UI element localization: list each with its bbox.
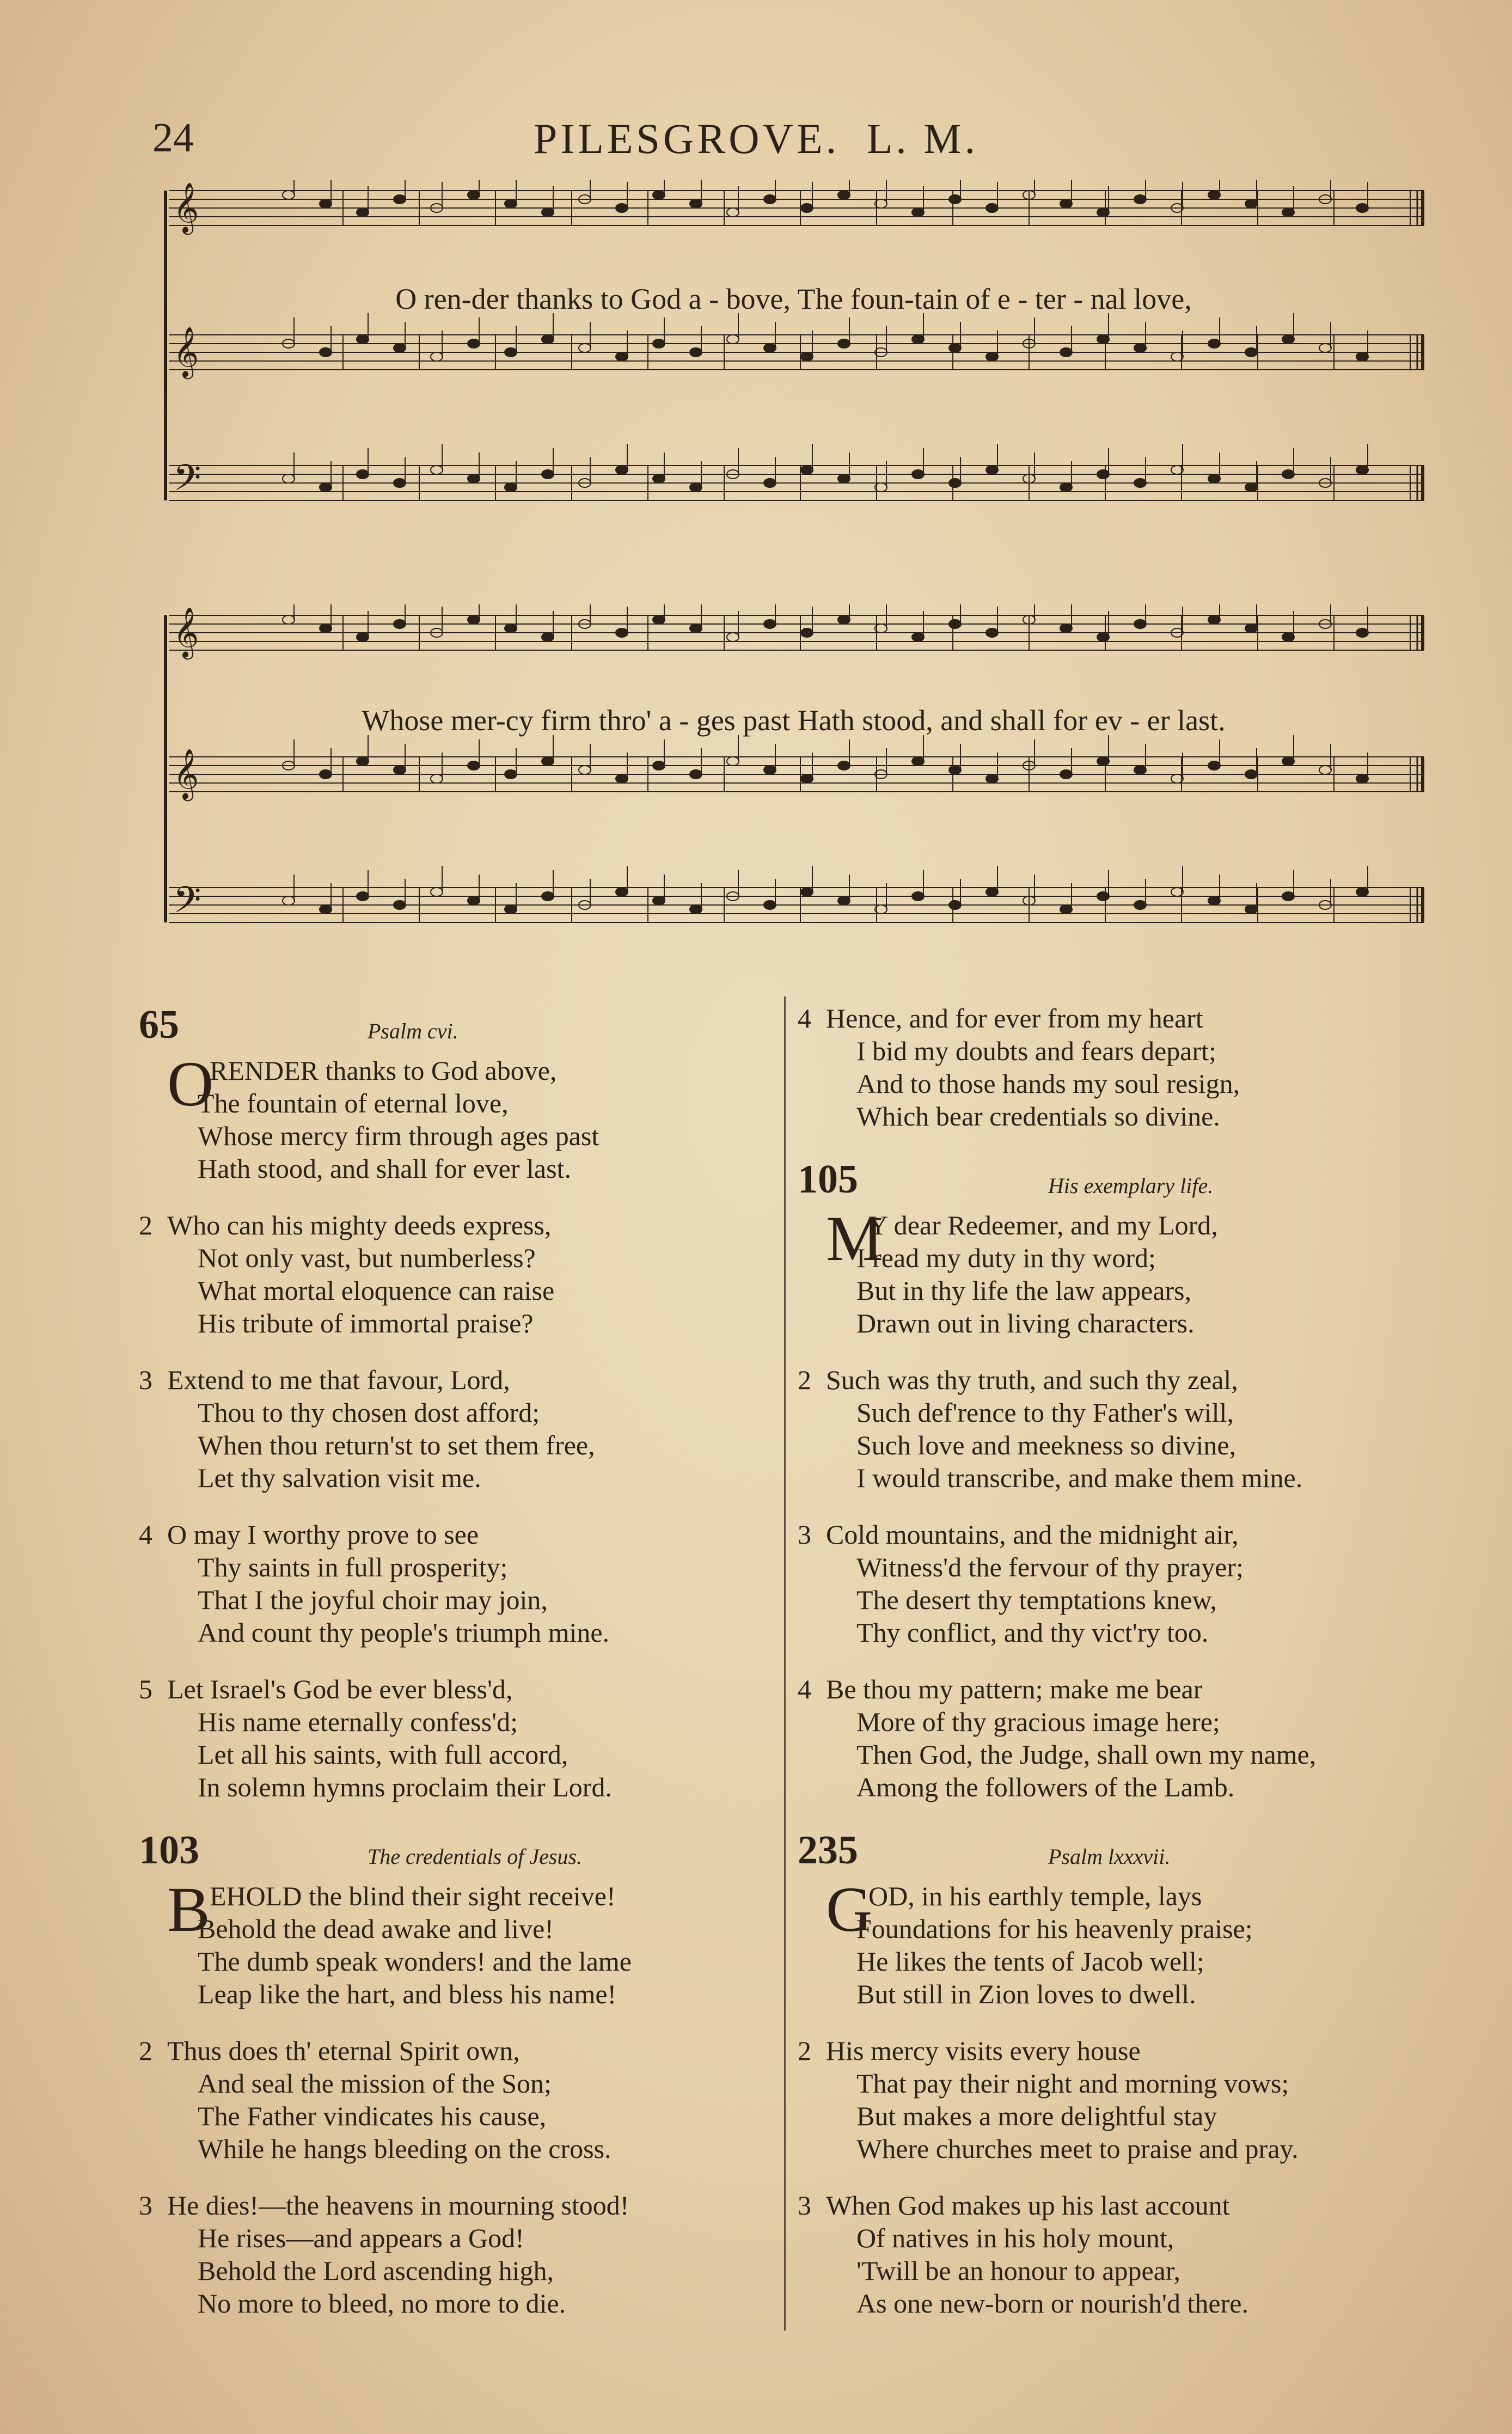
svg-text:𝄞: 𝄞 [173, 326, 199, 377]
verse-line: Thus does th' eternal Spirit own, [167, 2035, 520, 2066]
verse-line: And seal the mission of the Son; [198, 2068, 552, 2099]
hymn-heading [139, 1002, 776, 1054]
verse-line: Hence, and for ever from my heart [826, 1003, 1203, 1033]
hymn-subtitle: The credentials of Jesus. [368, 1844, 583, 1869]
music-staves-1 [158, 180, 1429, 561]
verse-number: 3 [139, 2190, 152, 2221]
verse-number [798, 1880, 826, 2010]
tune-meter: L. M. [866, 115, 979, 162]
hymn-number: 235 [798, 1828, 858, 1873]
verse-line: I bid my doubts and fears depart; [856, 1036, 1216, 1066]
verse-line: I read my duty in thy word; [856, 1243, 1156, 1273]
verse-line: His mercy visits every house [826, 2035, 1141, 2066]
hymn-subtitle: His exemplary life. [1048, 1173, 1214, 1198]
verse-line: Such def'rence to thy Father's will, [856, 1397, 1234, 1428]
verse-number: 4 [798, 1003, 811, 1033]
right-column [798, 1002, 1418, 2344]
left-column [139, 1002, 776, 2344]
verse [798, 1363, 1418, 1494]
verse [139, 1673, 776, 1803]
verse-line: He dies!—the heavens in mourning stood! [167, 2190, 629, 2221]
hymn-subtitle: Psalm cvi. [368, 1019, 458, 1043]
verse-number: 3 [139, 1365, 152, 1395]
verse-line: Such was thy truth, and such thy zeal, [826, 1365, 1238, 1395]
verse-line: Witness'd the fervour of thy prayer; [856, 1552, 1244, 1582]
verse-line: Behold the Lord ascending high, [198, 2255, 554, 2286]
page-header [0, 114, 1512, 174]
verse-line: Thy conflict, and thy vict'ry too. [856, 1617, 1209, 1648]
verse-line: Extend to me that favour, Lord, [167, 1365, 510, 1395]
verse [798, 1673, 1418, 1803]
verse-line: I would transcribe, and make them mine. [856, 1463, 1303, 1493]
hymn-number: 103 [139, 1828, 199, 1873]
verse [798, 1518, 1418, 1649]
hymn-number: 65 [139, 1002, 179, 1047]
verse-line: Drawn out in living characters. [856, 1308, 1195, 1338]
verse-line: Cold mountains, and the midnight air, [826, 1519, 1239, 1550]
verse-line: O may I worthy prove to see [167, 1519, 479, 1550]
verse-line: Behold the dead awake and live! [198, 1913, 554, 1944]
verse-line: His tribute of immortal praise? [198, 1308, 534, 1338]
verse-number: 2 [139, 1210, 152, 1240]
verse-line: More of thy gracious image here; [856, 1707, 1220, 1737]
lyrics-line-1: O ren-der thanks to God a - bove, The foun-tain of e - ter - nal love, [395, 283, 1192, 315]
verse-line: The desert thy temptations knew, [856, 1585, 1217, 1615]
verse-line: Which bear credentials so divine. [856, 1101, 1220, 1132]
verse-line-text: EHOLD the blind their sight receive! [210, 1881, 616, 1911]
verse-number: 2 [798, 2035, 811, 2066]
verse-line: That I the joyful choir may join, [198, 1585, 548, 1615]
hymn [798, 1157, 1418, 1803]
verse-line: He rises—and appears a God! [198, 2223, 524, 2253]
verse-number [139, 1880, 167, 2010]
verse-line: While he hangs bleeding on the cross. [198, 2133, 611, 2164]
hymn [139, 1827, 776, 2320]
verse-line: Be thou my pattern; make me bear [826, 1674, 1203, 1704]
lyrics-line-2: Whose mer-cy firm thro' a - ges past Hath stood, and shall for ev - er last. [362, 704, 1226, 737]
verse-number: 3 [798, 1519, 811, 1550]
verse-line: When God makes up his last account [826, 2190, 1230, 2221]
verse-line: Thou to thy chosen dost afford; [198, 1397, 540, 1428]
verse-number: 3 [798, 2190, 811, 2221]
svg-text:𝄢: 𝄢 [173, 457, 201, 507]
hymn-heading [798, 1827, 1418, 1880]
verse-line: His name eternally confess'd; [198, 1707, 518, 1737]
verse-line: Let thy salvation visit me. [198, 1463, 481, 1493]
hymn-heading [798, 1157, 1418, 1209]
verse [139, 2189, 776, 2320]
music-system-1 [158, 180, 1429, 561]
verse-line-text: Y dear Redeemer, and my Lord, [868, 1210, 1218, 1240]
svg-text:𝄞: 𝄞 [173, 182, 199, 233]
verse-line: Where churches meet to praise and pray. [856, 2133, 1299, 2164]
verse-line: But still in Zion loves to dwell. [856, 1979, 1196, 2009]
verse-line: Thy saints in full prosperity; [198, 1552, 508, 1582]
verse-line: That pay their night and morning vows; [856, 2068, 1289, 2099]
verse-line: Of natives in his holy mount, [856, 2223, 1174, 2253]
hymn [798, 1827, 1418, 2320]
hymn-subtitle: Psalm lxxxvii. [1048, 1844, 1171, 1869]
verse-line: Such love and meekness so divine, [856, 1430, 1236, 1460]
verse [139, 1209, 776, 1340]
verse-line: Foundations for his heavenly praise; [856, 1913, 1253, 1944]
verse [139, 1518, 776, 1649]
verse-number: 2 [798, 1365, 811, 1395]
hymn [139, 1002, 776, 1803]
verse-line: The fountain of eternal love, [198, 1088, 509, 1118]
drop-cap: G [826, 1874, 873, 1945]
verse [798, 2034, 1418, 2165]
page-number: 24 [152, 115, 194, 161]
verse-line: Leap like the hart, and bless his name! [198, 1979, 617, 2009]
verse-line: Then God, the Judge, shall own my name, [856, 1739, 1317, 1770]
verse-line: Who can his mighty deeds express, [167, 1210, 552, 1240]
verse [798, 2189, 1418, 2320]
verse [139, 1874, 776, 2010]
svg-text:𝄢: 𝄢 [173, 879, 201, 929]
verse-line-text: OD, in his earthly temple, lays [868, 1881, 1202, 1911]
tune-title [0, 114, 1512, 163]
drop-cap: O [167, 1048, 214, 1120]
verse-line: Hath stood, and shall for ever last. [198, 1153, 571, 1184]
verse-line: 'Twill be an honour to appear, [856, 2255, 1180, 2286]
verse [798, 1002, 1418, 1133]
verse-line: Let all his saints, with full accord, [198, 1739, 568, 1770]
verse-line: No more to bleed, no more to die. [198, 2288, 566, 2319]
verse-number: 4 [139, 1519, 152, 1550]
verse-line: Let Israel's God be ever bless'd, [167, 1674, 513, 1704]
verse-line: Among the followers of the Lamb. [856, 1772, 1235, 1802]
verse-line: What mortal eloquence can raise [198, 1275, 555, 1306]
hymn-number: 105 [798, 1157, 858, 1202]
drop-cap: B [167, 1874, 210, 1945]
verse-line: When thou return'st to set them free, [198, 1430, 595, 1460]
verse-number: 2 [139, 2035, 152, 2066]
verse [139, 1363, 776, 1494]
verse-line: As one new-born or nourish'd there. [856, 2288, 1248, 2319]
verse-line: In solemn hymns proclaim their Lord. [198, 1772, 612, 1802]
verse-number: 5 [139, 1674, 152, 1704]
music-system-2 [158, 604, 1429, 986]
verse-line: Not only vast, but numberless? [198, 1243, 536, 1273]
verse-line: The Father vindicates his cause, [198, 2101, 547, 2131]
music-staves-2 [158, 604, 1429, 986]
verse-line: Whose mercy firm through ages past [198, 1121, 599, 1151]
verse-line: But makes a more delightful stay [856, 2101, 1217, 2131]
verse-line: And to those hands my soul resign, [856, 1068, 1240, 1099]
verse [139, 1048, 776, 1185]
verse [798, 1874, 1418, 2010]
verse-line-text: RENDER thanks to God above, [210, 1055, 557, 1086]
hymn-heading [139, 1827, 776, 1880]
column-divider [784, 996, 786, 2331]
verse [798, 1203, 1418, 1340]
verse-line: And count thy people's triumph mine. [198, 1617, 610, 1648]
svg-text:𝄞: 𝄞 [173, 748, 199, 799]
hymn [798, 1002, 1418, 1133]
verse [139, 2034, 776, 2165]
verse-number [139, 1054, 167, 1185]
svg-text:𝄞: 𝄞 [173, 607, 199, 657]
verse-number [798, 1209, 826, 1340]
verse-number: 4 [798, 1674, 811, 1704]
verse-line: He likes the tents of Jacob well; [856, 1946, 1204, 1977]
verse-line: The dumb speak wonders! and the lame [198, 1946, 632, 1977]
verse-line: But in thy life the law appears, [856, 1275, 1192, 1306]
drop-cap: M [826, 1203, 883, 1274]
tune-name: PILESGROVE. [533, 115, 840, 162]
